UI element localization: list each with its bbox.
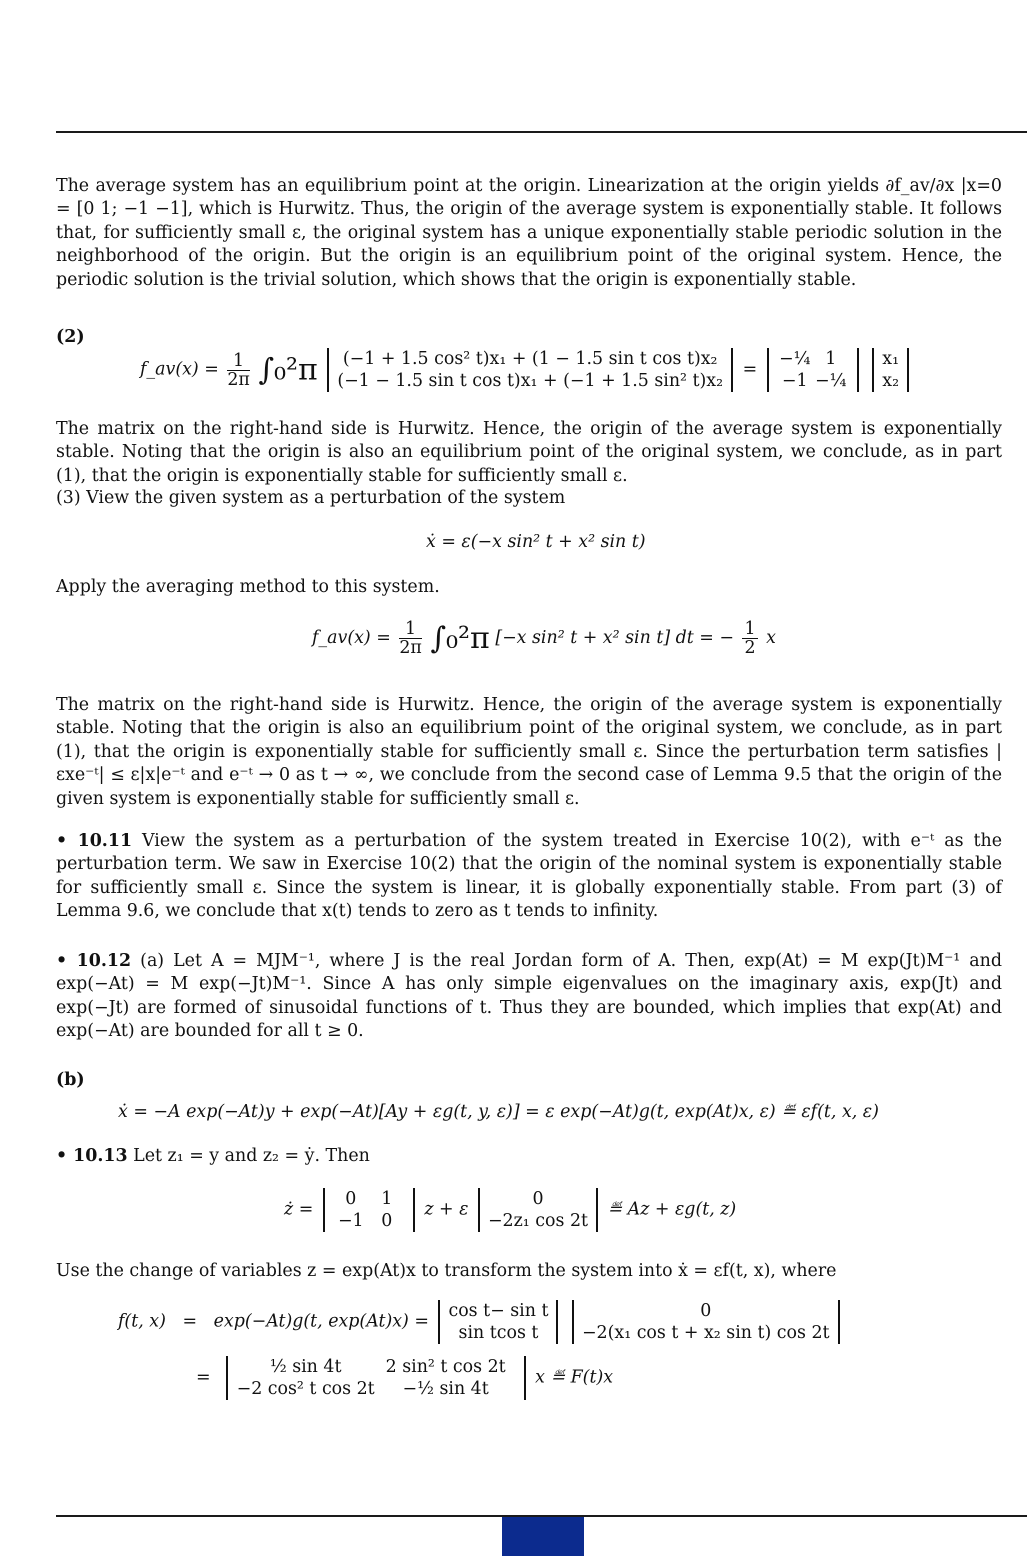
eq15-f11: ½ sin 4t (269, 1357, 342, 1377)
eq14-r21: sin t (458, 1323, 497, 1343)
eq15-rhs: x ≝ F(t)x (535, 1367, 614, 1388)
eq2-state-vector (872, 348, 909, 392)
eq14-vector-g (572, 1300, 840, 1344)
eq13-mid: z + ε (424, 1199, 469, 1220)
eq15-equals: = (196, 1367, 211, 1388)
eq4-half-den: 2 (744, 638, 756, 658)
equation-fav-part3 (312, 620, 776, 657)
exercise-10-11-text: View the system as a perturbation of the system treated in Exercise 10(2), with e⁻ᵗ as the perturbation term. We saw in Exercise 10(2) that the origin of the nominal system is exponentially stable for sufficiently small ε. Since the system is linear, it is globally exponentially stable. From part (3) of Lemma 9.6, we conclude that x(t) tends to zero as t tends to infinity. (56, 831, 1002, 922)
eq14-mid: exp(−At)g(t, exp(At)x) = (213, 1311, 429, 1332)
eq4-half (742, 620, 757, 657)
paragraph-part3-intro: (3) View the given system as a perturbation of the system (56, 488, 566, 508)
eq13-a12: 1 (381, 1189, 393, 1209)
exercise-10-11 (56, 830, 1002, 924)
eq2-frac-den: 2π (227, 369, 250, 390)
eq13-vector-g (478, 1188, 598, 1232)
equation-f-definition (118, 1300, 844, 1344)
eq14-equals: = (182, 1311, 198, 1332)
eq14-lhs: f(t, x) (118, 1311, 166, 1332)
eq4-tail: x (766, 628, 776, 648)
eq2-integrand-vector (327, 348, 733, 392)
eq13-a11: 0 (345, 1189, 357, 1209)
eq14-r11: cos t (448, 1301, 491, 1321)
part-b-label: (b) (56, 1070, 85, 1090)
eq2-integral: ∫₀²π (258, 352, 318, 388)
eq4-body: [−x sin² t + x² sin t] dt = − (495, 628, 734, 648)
exercise-10-12 (56, 950, 1002, 1044)
exercise-10-13-label: • 10.13 (56, 1146, 128, 1166)
part-2-label: (2) (56, 327, 85, 347)
eq14-r12: − sin t (490, 1301, 549, 1321)
eq14-g1: 0 (700, 1301, 712, 1321)
eq2-equals: = (742, 359, 758, 380)
eq15-f21: −2 cos² t cos 2t (236, 1379, 375, 1399)
eq13-g1: 0 (532, 1189, 544, 1209)
eq4-fraction (399, 620, 422, 657)
eq15-f22: −½ sin 4t (402, 1379, 489, 1399)
exercise-10-13 (56, 1145, 1002, 1168)
eq13-rhs: ≝ Az + εg(t, z) (607, 1199, 737, 1220)
eq2-m22: −¼ (815, 371, 847, 391)
eq2-m21: −1 (781, 371, 808, 391)
eq2-v1: x₁ (882, 349, 900, 369)
eq2-row1: (−1 + 1.5 cos² t)x₁ + (1 − 1.5 sin t cos t)x₂ (342, 349, 718, 369)
paragraph-part3-conclusion: The matrix on the right-hand side is Hurwitz. Hence, the origin of the average system is exponentially stable. Noting that the origin is also an equilibrium point of the original system, we conclude, as in part (1), that the origin is exponentially stable for sufficiently small ε. Since the perturbation term satisfies |εxe⁻ᵗ| ≤ ε|x|e⁻ᵗ and e⁻ᵗ → 0 as t → ∞, we conclude from the second case of Lemma 9.5 that the origin of the given system is exponentially stable for sufficiently small ε. (56, 695, 1002, 809)
eq2-m12: 1 (825, 349, 837, 369)
eq13-a21: −1 (337, 1211, 364, 1231)
exercise-10-11-label: • 10.11 (56, 831, 133, 851)
equation-10-13-system (284, 1188, 736, 1232)
eq13-lhs: ż = (284, 1199, 314, 1220)
paragraph-average-system: The average system has an equilibrium point at the origin. Linearization at the origin yields ∂f_av/∂x |x=0 = [0 1; −1 −1], which is Hurwitz. Thus, the origin of the average system is exponentially stable. It follows that, for sufficiently small ε, the original system has a unique exponentially stable periodic solution in the neighborhood of the origin. But the origin is an equilibrium point of the original system. Hence, the periodic solution is the trivial solution, which shows that the origin is exponentially stable. (56, 176, 1002, 290)
eq4-integral: ∫₀²π (430, 621, 490, 656)
eq2-m11: −¼ (779, 349, 811, 369)
eq14-r22: cos t (496, 1323, 539, 1343)
eq15-matrix (226, 1356, 526, 1400)
page-footer-tab (502, 1517, 584, 1556)
eq2-row2: (−1 − 1.5 sin t cos t)x₁ + (−1 + 1.5 sin² t)x₂ (337, 371, 724, 391)
equation-perturbed-system: ẋ = ε(−x sin² t + x² sin t) (426, 532, 646, 552)
eq14-rotation-matrix (438, 1300, 558, 1344)
eq2-fraction (227, 352, 250, 389)
eq2-v2: x₂ (882, 371, 900, 391)
eq2-lhs: f_av(x) = (140, 359, 219, 380)
paragraph-part2-conclusion: The matrix on the right-hand side is Hurwitz. Hence, the origin of the average system is exponentially stable. Noting that the origin is also an equilibrium point of the original system, we conclude, as in part (1), that the origin is exponentially stable for sufficiently small ε. (56, 419, 1002, 486)
eq4-frac-num: 1 (399, 620, 422, 639)
paragraph-apply-averaging: Apply the averaging method to this system. (56, 577, 440, 597)
eq13-a22: 0 (381, 1211, 393, 1231)
eq13-g2: −2z₁ cos 2t (487, 1211, 588, 1231)
equation-part-b: ẋ = −A exp(−At)y + exp(−At)[Ay + εg(t, y, ε)] = ε exp(−At)g(t, exp(At)x, ε) ≝ εf(t, x, ε) (118, 1102, 879, 1122)
eq4-frac-den: 2π (399, 638, 422, 658)
equation-fav-part2 (140, 348, 913, 392)
eq4-half-num: 1 (744, 619, 756, 639)
eq4-lhs: f_av(x) = (312, 628, 391, 648)
eq15-f12: 2 sin² t cos 2t (385, 1357, 506, 1377)
eq2-frac-num: 1 (227, 352, 250, 371)
eq2-matrix (767, 348, 859, 392)
eq14-g2: −2(x₁ cos t + x₂ sin t) cos 2t (581, 1323, 830, 1343)
equation-F-matrix (196, 1356, 613, 1400)
paragraph-change-of-variables: Use the change of variables z = exp(At)x to transform the system into ẋ = εf(t, x), where (56, 1261, 837, 1281)
exercise-10-12-text: (a) Let A = MJM⁻¹, where J is the real Jordan form of A. Then, exp(At) = M exp(Jt)M⁻¹ and exp(−At) = M exp(−Jt)M⁻¹. Since A has only simple eigenvalues on the imaginary axis, exp(Jt) and exp(−Jt) are formed of sinusoidal functions of t. Thus they are bounded, which implies that exp(At) and exp(−At) are bounded for all t ≥ 0. (56, 951, 1002, 1042)
eq13-matrix-a (323, 1188, 415, 1232)
exercise-10-12-label: • 10.12 (56, 951, 132, 971)
exercise-10-13-text: Let z₁ = y and z₂ = ẏ. Then (133, 1146, 370, 1166)
top-rule (56, 131, 1027, 133)
